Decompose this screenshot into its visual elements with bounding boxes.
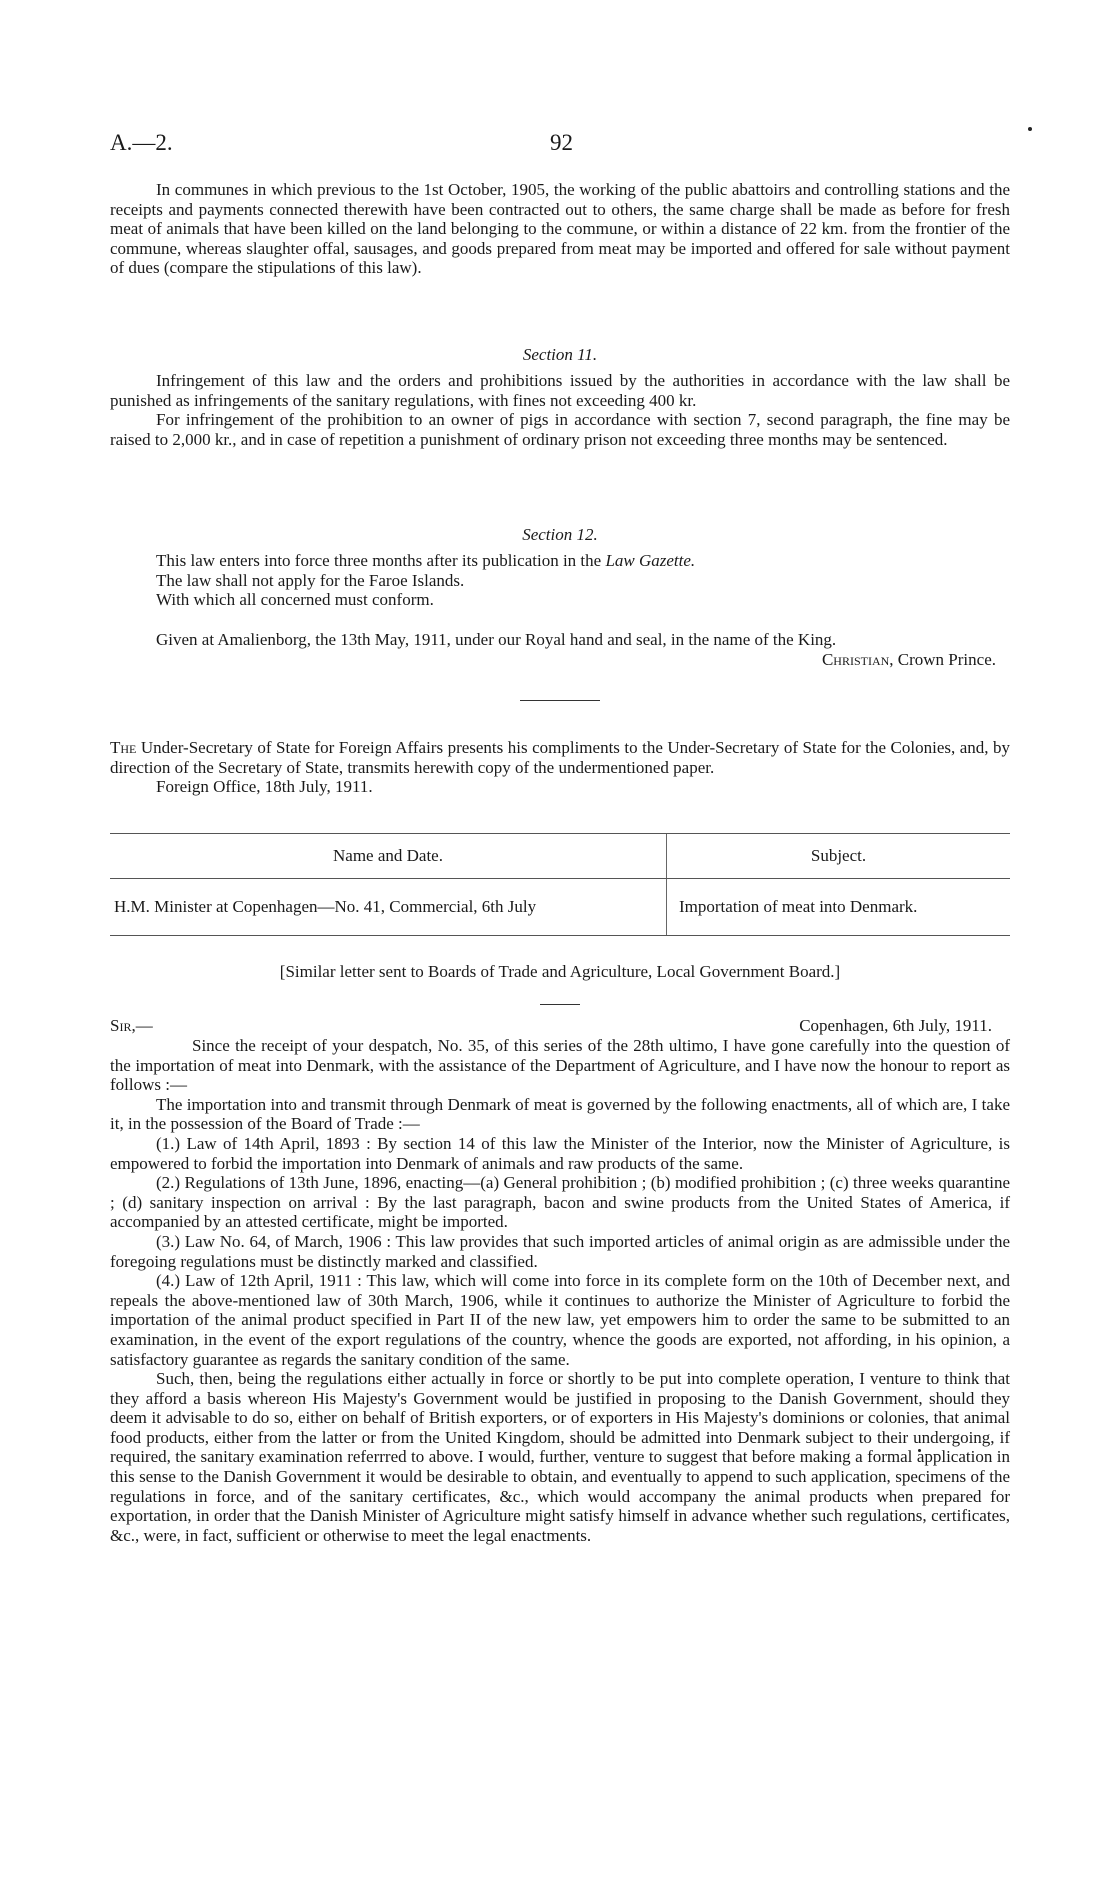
letter-paragraph: (4.) Law of 12th April, 1911 : This law, which will come into force in its complete form on the 10th of December next, and repeals the above-mentioned law of 30th March, 1906, while it continues to authorize the Minister of Agriculture to forbid the importation of the animal product specified in Part II of the new law, yet empowers him to order the same to be submitted to an examination, in the event of the export regulations of the country, whence the goods are exported, not affording, in his opinion, a satisfactory guarantee as regards the sanitary condition of the same. [110, 1271, 1010, 1369]
letter-paragraph: Such, then, being the regulations either actually in force or shortly to be put into complete operation, I venture to think that they afford a basis whereon His Majesty's Government would be justified in proposing to the Danish Government, should they deem it advisable to do so, either on behalf of British exporters, or of exporters in His Majesty's dominions or colonies, that animal food products, either from the latter or from the United Kingdom, should be admitted into Denmark subject to their undergoing, if required, the sanitary examination referrred to above. I would, further, venture to suggest that before making a formal application in this sense to the Danish Government it would be desirable to obtain, and eventually to append to such application, specimens of the regulations in force, and of the sanitary certificates, &c., which would accompany the animal products when prepared for exportation, in order that the Danish Minister of Agriculture might satisfy himself in advance whether such regulations, certificates, &c., were, in fact, sufficient or otherwise to meet the legal enactments. [110, 1369, 1010, 1545]
letter [110, 1016, 1010, 1545]
section-11-paragraph: Infringement of this law and the orders and prohibitions issued by the authorities in accordance with the law shall be punished as infringements of the sanitary regulations, with fines not exceeding 400 kr. [110, 371, 1010, 410]
table-cell-subject: Importation of meat into Denmark. [679, 897, 918, 916]
given-block [110, 630, 1010, 669]
salutation: Sir,— [110, 1016, 153, 1035]
covering-note [110, 738, 1010, 797]
section-12-paragraph: With which all concerned must conform. [156, 590, 434, 610]
law-gazette-title: Law Gazette. [605, 551, 696, 570]
section-12-paragraph: This law enters into force three months after its publication in the Law Gazette. [156, 551, 696, 570]
covering-note-place-date: Foreign Office, 18th July, 1911. [156, 777, 373, 797]
signature: Christian, Crown Prince. [821, 649, 996, 669]
table-cell-name-and-date: H.M. Minister at Copenhagen—No. 41, Commercial, 6th July [110, 879, 667, 935]
page-number: 92 [550, 130, 573, 155]
column-header-name-and-date: Name and Date. [110, 834, 667, 878]
page-header [110, 130, 1010, 156]
similar-letter-note: [Similar letter sent to Boards of Trade and Agriculture, Local Government Board.] [279, 962, 841, 981]
divider [110, 700, 1010, 701]
column-header-subject: Subject. [810, 846, 867, 865]
section-11 [110, 345, 1010, 449]
document-reference: A.—2. [110, 130, 173, 155]
letter-paragraph: Since the receipt of your despatch, No. 35, of this series of the 28th ultimo, I have gone carefully into the question of the importation of meat into Denmark, with the assistance of the Department of Agriculture, and I have now the honour to report as follows :— [110, 1036, 1010, 1095]
letter-place-date: Copenhagen, 6th July, 1911. [799, 1016, 992, 1035]
divider [110, 1004, 1010, 1005]
intro-paragraph: In communes in which previous to the 1st October, 1905, the working of the public abattoirs and controlling stations and the receipts and payments connected therewith have been contracted out to others, the same charge shall be made as before for fresh meat of animals that have been killed on the land belonging to the commune, or within a distance of 22 km. from the frontier of the commune, whereas slaughter offal, sausages, and goods prepared from meat may be imported and offered for sale without payment of dues (compare the stipulations of this law). [110, 180, 1010, 278]
section-12-heading: Section 12. [522, 525, 598, 544]
section-11-heading: Section 11. [522, 345, 598, 364]
reference-table [110, 833, 1010, 936]
letter-paragraph: The importation into and transmit through Denmark of meat is governed by the following enactments, all of which are, I take it, in the possession of the Board of Trade :— [110, 1094, 1010, 1134]
covering-note-paragraph: The Under-Secretary of State for Foreign Affairs presents his compliments to the Under-Secretary of State for the Colonies, and, by direction of the Secretary of State, transmits herewith copy of the undermentioned paper. [110, 738, 1011, 777]
section-11-paragraph: For infringement of the prohibition to an owner of pigs in accordance with section 7, second paragraph, the fine may be raised to 2,000 kr., and in case of repetition a punishment of ordinary prison not exceeding three months may be sentenced. [110, 410, 1010, 449]
letter-paragraph: (1.) Law of 14th April, 1893 : By section 14 of this law the Minister of the Interior, now the Minister of Agriculture, is empowered to forbid the importation into Denmark of animals and raw products of the same. [110, 1133, 1010, 1173]
section-12-paragraph: The law shall not apply for the Faroe Islands. [156, 570, 465, 590]
print-speck [1028, 127, 1032, 131]
section-12 [110, 525, 1010, 610]
intro-block [110, 180, 1010, 278]
letter-paragraph: (3.) Law No. 64, of March, 1906 : This law provides that such imported articles of animal origin as are admissible under the foregoing regulations must be distinctly marked and classified. [110, 1231, 1010, 1271]
given-paragraph: Given at Amalienborg, the 13th May, 1911, under our Royal hand and seal, in the name of the King. [156, 630, 837, 649]
letter-paragraph: (2.) Regulations of 13th June, 1896, enacting—(a) General prohibition ; (b) modified prohibition ; (c) three weeks quarantine ; (d) sanitary inspection on arrival : By the last paragraph, bacon and swine products from the United States of America, if accompanied by an attested certificate, might be imported. [110, 1173, 1010, 1232]
letter-header [110, 1016, 1010, 1036]
